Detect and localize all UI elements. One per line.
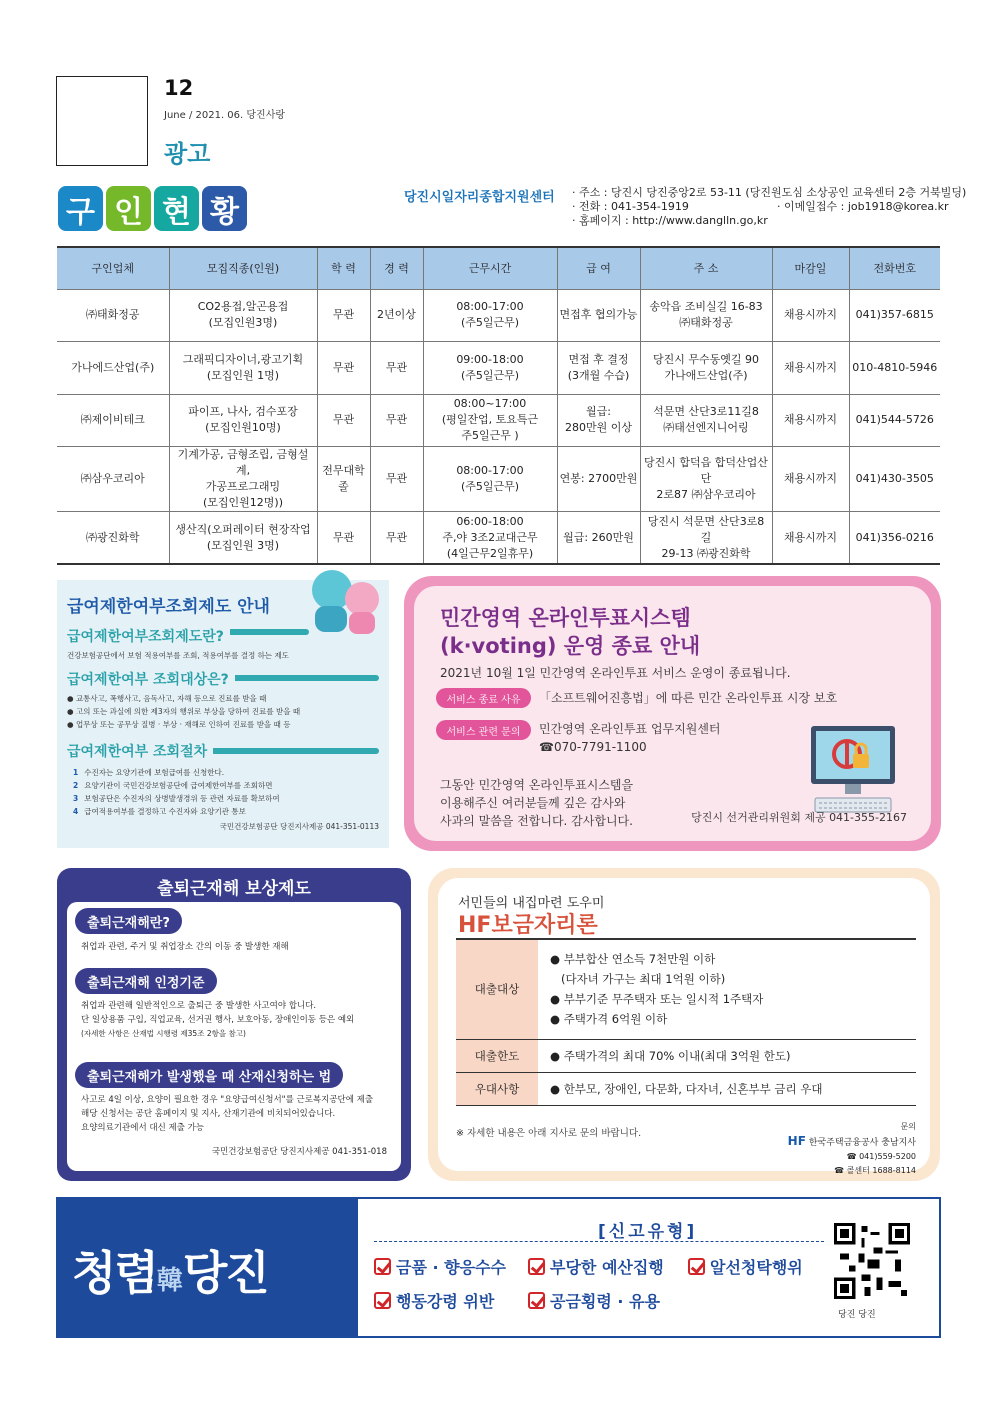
table-row bbox=[57, 289, 940, 342]
kvoting-title-2: (k·voting) 운영 종료 안내 bbox=[440, 634, 701, 658]
hf-title: HF보금자리론 bbox=[458, 913, 598, 938]
salary-q1-text: 건강보험공단에서 보험 적용여부를 조회, 적용여부를 결정 하는 제도 bbox=[67, 651, 289, 660]
column-header: 모집직종(인원) bbox=[169, 247, 317, 289]
salary-limit-notice bbox=[57, 580, 389, 848]
hf-note: ※ 자세한 내용은 아래 지사로 문의 바랍니다. bbox=[456, 1128, 642, 1139]
report-item: 금품 · 향응수수 bbox=[374, 1255, 506, 1278]
column-header: 경 력 bbox=[370, 247, 423, 289]
cell-pay bbox=[557, 342, 640, 395]
cell-line: (모집인원10명) bbox=[205, 421, 281, 435]
cell-line: 08:00~17:00 bbox=[453, 397, 527, 411]
cell-line: (모집인원3명) bbox=[208, 316, 278, 330]
salary-q3-list bbox=[73, 766, 280, 818]
hf-subtitle: 서민들의 내집마련 도우미 bbox=[458, 896, 605, 911]
table-row bbox=[456, 1072, 916, 1105]
list-item: ● 업무상 또는 공무상 질병 · 부상 · 재해로 인하여 진료를 받을 때 등 bbox=[67, 720, 291, 729]
cell-hours bbox=[423, 512, 557, 565]
cell-line: ㈜태선엔지니어링 bbox=[663, 421, 749, 435]
commute-h2: 출퇴근재해 인정기준 bbox=[75, 968, 217, 994]
kvoting-notice-text: 2021년 10월 1일 민간영역 온라인투표 서비스 운영이 종료됩니다. bbox=[440, 666, 791, 680]
hf-tel: ☎ 041)559-5200 bbox=[846, 1152, 916, 1161]
title-tile: 현 bbox=[154, 186, 199, 231]
job-status-title bbox=[58, 186, 247, 231]
job-center-info bbox=[572, 186, 966, 228]
cell-experience: 무관 bbox=[370, 512, 423, 565]
salary-q2-list bbox=[67, 692, 300, 731]
hf-table bbox=[456, 938, 916, 1106]
kvoting-contact-tel: ☎070-7791-1100 bbox=[539, 740, 647, 754]
cell-line: 29-13 ㈜광진화학 bbox=[661, 546, 751, 560]
cell-education: 전무대학졸 bbox=[317, 447, 370, 512]
cell-address bbox=[640, 512, 772, 565]
cell-pay bbox=[557, 394, 640, 447]
cell-company: ㈜제이비테크 bbox=[57, 394, 169, 447]
cell-line: 280만원 이상 bbox=[565, 421, 632, 435]
kvoting-badge-contact: 서비스 관련 문의 bbox=[436, 720, 531, 740]
cell-address bbox=[640, 447, 772, 512]
cell-address bbox=[640, 289, 772, 342]
salary-footer: 국민건강보험공단 당진지사제공 041-351-0113 bbox=[219, 822, 379, 831]
cell-line: 06:00-18:00 bbox=[456, 514, 524, 528]
cell-job bbox=[169, 394, 317, 447]
report-item: 행동강령 위반 bbox=[374, 1289, 494, 1312]
commute-t3-line: 요양의료기관에서 대신 제출 가능 bbox=[81, 1123, 205, 1133]
cell-tel: 041)430-3505 bbox=[849, 447, 940, 512]
cell-line: 석문면 산단3로11길8 bbox=[653, 405, 759, 419]
list-item: 4 급여적용여부를 결정하고 수진자와 요양기관 통보 bbox=[73, 807, 246, 816]
kvoting-title-1: 민간영역 온라인투표시스템 bbox=[440, 606, 691, 630]
cell-experience: 무관 bbox=[370, 394, 423, 447]
cell-line: 09:00-18:00 bbox=[456, 352, 524, 366]
hf-item: ● 주택가격의 최대 70% 이내(최대 3억원 한도) bbox=[550, 1048, 791, 1063]
table-row bbox=[57, 342, 940, 395]
cell-deadline: 채용시까지 bbox=[772, 447, 849, 512]
cell-education: 무관 bbox=[317, 289, 370, 342]
table-header-row bbox=[57, 247, 940, 289]
list-item: 3 보험공단은 수진자의 상병발생경위 등 관련 자료를 확보하여 bbox=[73, 794, 280, 803]
table-row bbox=[57, 447, 940, 512]
cell-job bbox=[169, 447, 317, 512]
hf-label: 대출한도 bbox=[456, 1039, 538, 1072]
commute-t2 bbox=[81, 999, 354, 1041]
cell-line: 당진시 석문면 산단3로8길 bbox=[647, 514, 765, 544]
cell-line: 주,야 3조2교대근무 bbox=[442, 530, 538, 544]
cell-line: (주5일근무) bbox=[460, 480, 520, 493]
column-header: 구인업체 bbox=[57, 247, 169, 289]
checkbox-icon bbox=[374, 1258, 391, 1275]
kvoting-contact bbox=[539, 720, 721, 756]
salary-q1: 급여제한여부조회제도란? bbox=[67, 626, 230, 646]
hf-callcenter: ☎ 콜센터 1688-8114 bbox=[834, 1166, 916, 1175]
qr-label: 당진 당진 bbox=[838, 1310, 876, 1320]
hf-contact-label: 문의 bbox=[900, 1122, 916, 1131]
cell-hours bbox=[423, 447, 557, 512]
cell-address bbox=[640, 394, 772, 447]
hf-item: ● 부부합산 연소득 7천만원 이하 bbox=[550, 952, 716, 967]
mascot-body-icon bbox=[349, 612, 375, 634]
kvoting-thanks-line: 이용해주신 여러분들께 깊은 감사와 bbox=[440, 796, 626, 810]
kvoting-notice bbox=[404, 576, 941, 851]
slogan: 청렴韓당진 bbox=[72, 1246, 268, 1300]
mascot-body-icon bbox=[315, 606, 347, 632]
hf-org bbox=[788, 1134, 916, 1150]
qr-code-icon[interactable] bbox=[834, 1223, 910, 1299]
section-title: 광고 bbox=[164, 140, 211, 168]
job-center-name: 당진시일자리종합지원센터 bbox=[404, 190, 555, 205]
cell-company: ㈜광진화학 bbox=[57, 512, 169, 565]
hf-values bbox=[538, 1072, 916, 1105]
commute-t2-line: 취업과 관련해 일반적인으로 출퇴근 중 발생한 사고여야 합니다. bbox=[81, 1001, 317, 1011]
commute-h1: 출퇴근재해란? bbox=[75, 908, 182, 934]
cell-experience: 2년이상 bbox=[370, 289, 423, 342]
cell-job bbox=[169, 289, 317, 342]
cell-deadline: 채용시까지 bbox=[772, 342, 849, 395]
report-item: 공금횡령 · 유용 bbox=[528, 1289, 660, 1312]
hf-loan-notice bbox=[428, 868, 940, 1181]
commute-t3-line: 사고로 4일 이상, 요양이 필요한 경우 "요양급여신청서"를 근로복지공단에 제출 bbox=[81, 1095, 374, 1105]
hf-item: (다자녀 가구는 최대 1억원 이하) bbox=[550, 972, 726, 987]
center-address: · 주소 : 당진시 당진중앙2로 53-11 (당진원도심 소상공인 교육센터 2층 거북빌딩) bbox=[572, 186, 967, 199]
commute-title: 출퇴근재해 보상제도 bbox=[157, 879, 311, 899]
hf-label: 우대사항 bbox=[456, 1072, 538, 1105]
kvoting-thanks-line: 사과의 말씀을 전합니다. 감사합니다. bbox=[440, 814, 633, 828]
cell-tel: 010-4810-5946 bbox=[849, 342, 940, 395]
hf-item: ● 주택가격 6억원 이하 bbox=[550, 1012, 668, 1027]
integrity-banner bbox=[56, 1197, 941, 1338]
cell-deadline: 채용시까지 bbox=[772, 512, 849, 565]
cell-line: (모집인원12명)) bbox=[202, 496, 283, 509]
cell-line: 08:00-17:00 bbox=[456, 464, 524, 477]
cell-job bbox=[169, 512, 317, 565]
title-tile: 구 bbox=[58, 186, 103, 231]
column-header: 근무시간 bbox=[423, 247, 557, 289]
column-header: 전화번호 bbox=[849, 247, 940, 289]
list-item: 2 요양기관이 국민건강보험공단에 급여제한여부를 조회하면 bbox=[73, 781, 273, 790]
commute-h3: 출퇴근재해가 발생했을 때 산재신청하는 법 bbox=[75, 1062, 343, 1088]
kvoting-contact-org: 민간영역 온라인투표 업무지원센터 bbox=[539, 722, 721, 736]
commute-t1: 취업과 관련, 주거 및 취업장소 간의 이동 중 발생한 재해 bbox=[81, 942, 289, 952]
center-phone: · 전화 : 041-354-1919 bbox=[572, 200, 689, 213]
salary-title: 급여제한여부조회제도 안내 bbox=[67, 597, 270, 617]
cell-line: 당진시 무수동옛길 90 bbox=[653, 352, 759, 366]
cell-line: 면접 후 결정 bbox=[568, 352, 629, 366]
table-row bbox=[57, 512, 940, 565]
hf-label: 대출대상 bbox=[456, 939, 538, 1039]
report-types-title: [신고유형] bbox=[598, 1222, 698, 1242]
hf-logo: HF bbox=[787, 1134, 806, 1148]
cell-line: (3개월 수습) bbox=[567, 368, 630, 382]
cell-line: (주5일근무) bbox=[460, 316, 520, 330]
corner-box bbox=[56, 76, 148, 166]
list-item: ● 교통사고, 폭행사고, 음독사고, 자해 등으로 진료를 받을 때 bbox=[67, 694, 267, 703]
cell-company: ㈜삼우코리아 bbox=[57, 447, 169, 512]
hf-values bbox=[538, 1039, 916, 1072]
cell-line: CO2용접,알곤용접 bbox=[197, 300, 289, 314]
commute-t3 bbox=[81, 1093, 373, 1135]
report-item: 알선청탁행위 bbox=[688, 1255, 803, 1278]
table-row bbox=[456, 1039, 916, 1072]
hf-values bbox=[538, 939, 916, 1039]
column-header: 마감일 bbox=[772, 247, 849, 289]
cell-line: 가공프로그래밍 bbox=[205, 480, 281, 493]
cell-job bbox=[169, 342, 317, 395]
commute-accident-notice bbox=[57, 868, 411, 1181]
cell-deadline: 채용시까지 bbox=[772, 289, 849, 342]
kvoting-footer: 당진시 선거관리위원회 제공 041-355-2167 bbox=[691, 811, 907, 824]
checkbox-icon bbox=[528, 1292, 545, 1309]
cell-line: 면접후 협의가능 bbox=[559, 308, 638, 322]
monitor-lock-icon bbox=[809, 724, 897, 816]
cell-line: 주5일근무 ) bbox=[461, 429, 519, 443]
cell-line: 생산직(오퍼레이터 현장작업 bbox=[175, 522, 311, 536]
hf-item: ● 부부기준 무주택자 또는 일시적 1주택자 bbox=[550, 992, 764, 1007]
column-header: 급 여 bbox=[557, 247, 640, 289]
center-email: · 이메일접수 : job1918@korea.kr bbox=[777, 200, 949, 213]
checkbox-icon bbox=[374, 1292, 391, 1309]
cell-line: 파이프, 나사, 검수포장 bbox=[188, 405, 298, 419]
cell-line: 가나애드산업(주) bbox=[664, 368, 748, 382]
page-number: 12 bbox=[164, 76, 194, 100]
cell-deadline: 채용시까지 bbox=[772, 394, 849, 447]
report-item: 부당한 예산집행 bbox=[528, 1255, 664, 1278]
cell-line: (모집인원 3명) bbox=[206, 538, 280, 552]
cell-experience: 무관 bbox=[370, 342, 423, 395]
cell-hours bbox=[423, 289, 557, 342]
kvoting-thanks-line: 그동안 민간영역 온라인투표시스템을 bbox=[440, 778, 634, 792]
cell-line: 그래픽디자이너,광고기획 bbox=[182, 352, 304, 366]
cell-tel: 041)357-6815 bbox=[849, 289, 940, 342]
commute-t2-line: (자세한 사항은 산재법 시행령 제35조 2항을 참고) bbox=[81, 1029, 246, 1038]
cell-line: (평일잔업, 토요특근 bbox=[441, 413, 539, 427]
cell-pay bbox=[557, 447, 640, 512]
cell-education: 무관 bbox=[317, 512, 370, 565]
center-homepage: · 홈페이지 : http://www.danglln.go,kr bbox=[572, 214, 768, 227]
cell-education: 무관 bbox=[317, 394, 370, 447]
hf-item: ● 한부모, 장애인, 다문화, 다자녀, 신혼부부 금리 우대 bbox=[550, 1081, 823, 1096]
cell-line: 월급: bbox=[586, 405, 611, 419]
salary-q2: 급여제한여부 조회대상은? bbox=[67, 669, 235, 689]
cell-pay bbox=[557, 289, 640, 342]
job-table bbox=[57, 246, 940, 565]
column-header: 주 소 bbox=[640, 247, 772, 289]
cell-line: 송악읍 조비실길 16-83 bbox=[649, 300, 763, 314]
mascot-icon bbox=[345, 582, 379, 616]
cell-line: (모집인원 1명) bbox=[206, 368, 280, 382]
cell-company: ㈜태화정공 bbox=[57, 289, 169, 342]
cell-line: 월급: 260만원 bbox=[563, 530, 634, 544]
cell-experience: 무관 bbox=[370, 447, 423, 512]
title-tile: 황 bbox=[202, 186, 247, 231]
list-item: 1 수진자는 요양기관에 보험급여를 신청한다. bbox=[73, 768, 225, 777]
cell-line: (4일근무2일휴무) bbox=[446, 546, 534, 560]
kvoting-reason: 「소프트웨어진흥법」에 따른 민간 온라인투표 시장 보호 bbox=[539, 691, 838, 705]
slogan-panel bbox=[58, 1199, 358, 1336]
cell-hours bbox=[423, 394, 557, 447]
cell-line: 당진시 합덕읍 합덕산업산단 bbox=[644, 456, 768, 485]
cell-education: 무관 bbox=[317, 342, 370, 395]
checkbox-icon bbox=[688, 1258, 705, 1275]
kvoting-badge-reason: 서비스 종료 사유 bbox=[436, 688, 531, 708]
commute-t2-line: 단 일상용품 구입, 직업교육, 선거권 행사, 보호아동, 장애인이동 등은 예외 bbox=[81, 1015, 355, 1025]
cell-line: 2로87 ㈜삼우코리아 bbox=[656, 488, 756, 501]
salary-q3: 급여제한여부 조회절차 bbox=[67, 741, 213, 761]
cell-line: 기계가공, 금형조립, 금형설계, bbox=[177, 448, 309, 477]
cell-line: 08:00-17:00 bbox=[456, 300, 524, 314]
commute-t3-line: 해당 신청서는 공단 홈페이지 및 지사, 산재기관에 비치되어있습니다. bbox=[81, 1109, 336, 1119]
cell-pay bbox=[557, 512, 640, 565]
cell-tel: 041)356-0216 bbox=[849, 512, 940, 565]
column-header: 학 력 bbox=[317, 247, 370, 289]
list-item: ● 고의 또는 과실에 의한 제3자의 행위로 부상을 당하여 진료를 받을 때 bbox=[67, 707, 301, 716]
hf-org-name: 한국주택금융공사 충남지사 bbox=[808, 1138, 916, 1148]
cell-address bbox=[640, 342, 772, 395]
checkbox-icon bbox=[528, 1258, 545, 1275]
kvoting-thanks bbox=[440, 776, 633, 830]
table-row bbox=[57, 394, 940, 447]
cell-company: 가나에드산업(주) bbox=[57, 342, 169, 395]
cell-line: (주5일근무) bbox=[460, 368, 520, 382]
hf-contact bbox=[788, 1120, 916, 1178]
cell-tel: 041)544-5726 bbox=[849, 394, 940, 447]
cell-hours bbox=[423, 342, 557, 395]
issue-label: June / 2021. 06. 당진사랑 bbox=[164, 110, 286, 121]
divider bbox=[374, 1241, 824, 1242]
commute-footer: 국민건강보험공단 당진지사제공 041-351-018 bbox=[211, 1147, 387, 1157]
table-row bbox=[456, 939, 916, 1039]
cell-line: 연봉: 2700만원 bbox=[559, 472, 638, 485]
title-tile: 인 bbox=[106, 186, 151, 231]
cell-line: ㈜태화정공 bbox=[679, 316, 733, 330]
